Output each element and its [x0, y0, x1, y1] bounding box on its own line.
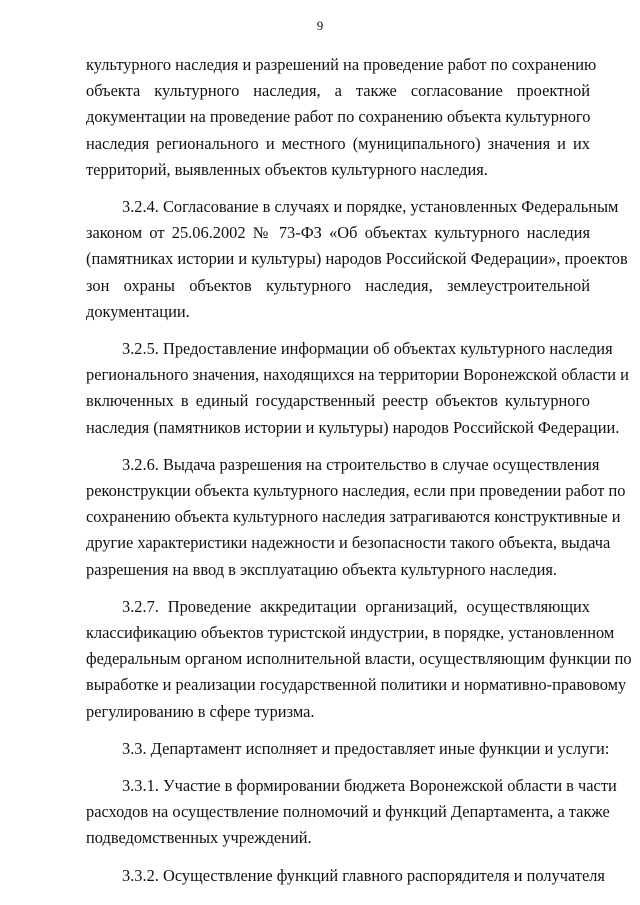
text-line: культурного наследия и разрешений на проведение работ по сохранению — [86, 55, 597, 74]
text-line: 3.2.6. Выдача разрешения на строительство в случае осуществления — [122, 454, 600, 474]
document-body — [86, 52, 632, 900]
paragraph-3-3-1 — [86, 773, 617, 852]
text-line: выработке и реализации государственной политики и нормативно-правовому — [86, 675, 627, 695]
text-line: другие характеристики надежности и безопасности такого объекта, выдача — [86, 533, 611, 553]
text-line: наследия (памятников истории и культуры) народов Российской Федерации. — [86, 417, 620, 437]
paragraph-3-2-4 — [86, 194, 628, 325]
text-line: сохранению объекта культурного наследия затрагиваются конструктивные и — [86, 507, 621, 527]
text-line: 3.3. Департамент исполняет и предоставляет иные функции и услуги: — [122, 738, 610, 758]
paragraph-continuation — [86, 52, 597, 183]
text-line: 3.2.7. Проведение аккредитации организаций, осуществляющих — [122, 596, 590, 616]
text-line: разрешения на ввод в эксплуатацию объекта культурного наследия. — [86, 559, 557, 579]
paragraph-3-2-7 — [86, 594, 632, 725]
text-line: законом от 25.06.2002 № 73-ФЗ «Об объектах культурного наследия — [86, 223, 590, 243]
paragraph-3-3 — [86, 736, 610, 762]
text-line: (памятниках истории и культуры) народов Российской Федерации», проектов — [86, 249, 628, 269]
text-line: регулированию в сфере туризма. — [86, 701, 315, 721]
text-line: включенных в единый государственный реестр объектов культурного — [86, 391, 590, 411]
text-line: федеральным органом исполнительной власти, осуществляющим функции по — [86, 649, 632, 669]
paragraph-3-2-6 — [86, 452, 626, 583]
text-line: 3.3.2. Осуществление функций главного распорядителя и получателя — [122, 865, 605, 885]
text-line: объекта культурного наследия, а также согласование проектной — [86, 81, 590, 101]
page-number: 9 — [316, 18, 324, 33]
text-line: 3.2.5. Предоставление информации об объектах культурного наследия — [122, 339, 613, 359]
text-line: наследия регионального и местного (муниципального) значения и их — [86, 133, 590, 153]
text-line: 3.2.4. Согласование в случаях и порядке, установленных Федеральным — [122, 197, 619, 217]
text-line: документации на проведение работ по сохранению объекта культурного — [86, 107, 591, 127]
text-line: регионального значения, находящихся на территории Воронежской области и — [86, 365, 629, 385]
text-line: 3.3.1. Участие в формировании бюджета Воронежской области в части — [122, 776, 617, 796]
text-line: зон охраны объектов культурного наследия, землеустроительной — [86, 275, 590, 295]
paragraph-3-3-2 — [86, 863, 605, 889]
text-line: расходов на осуществление полномочий и функций Департамента, а также — [86, 802, 610, 822]
text-line: реконструкции объекта культурного наследия, если при проведении работ по — [86, 481, 626, 501]
text-line: документации. — [86, 301, 190, 321]
text-line: территорий, выявленных объектов культурного наследия. — [86, 159, 488, 179]
paragraph-3-2-5 — [86, 336, 629, 441]
text-line: классификацию объектов туристской индустрии, в порядке, установленном — [86, 623, 615, 643]
text-line: подведомственных учреждений. — [86, 828, 312, 848]
